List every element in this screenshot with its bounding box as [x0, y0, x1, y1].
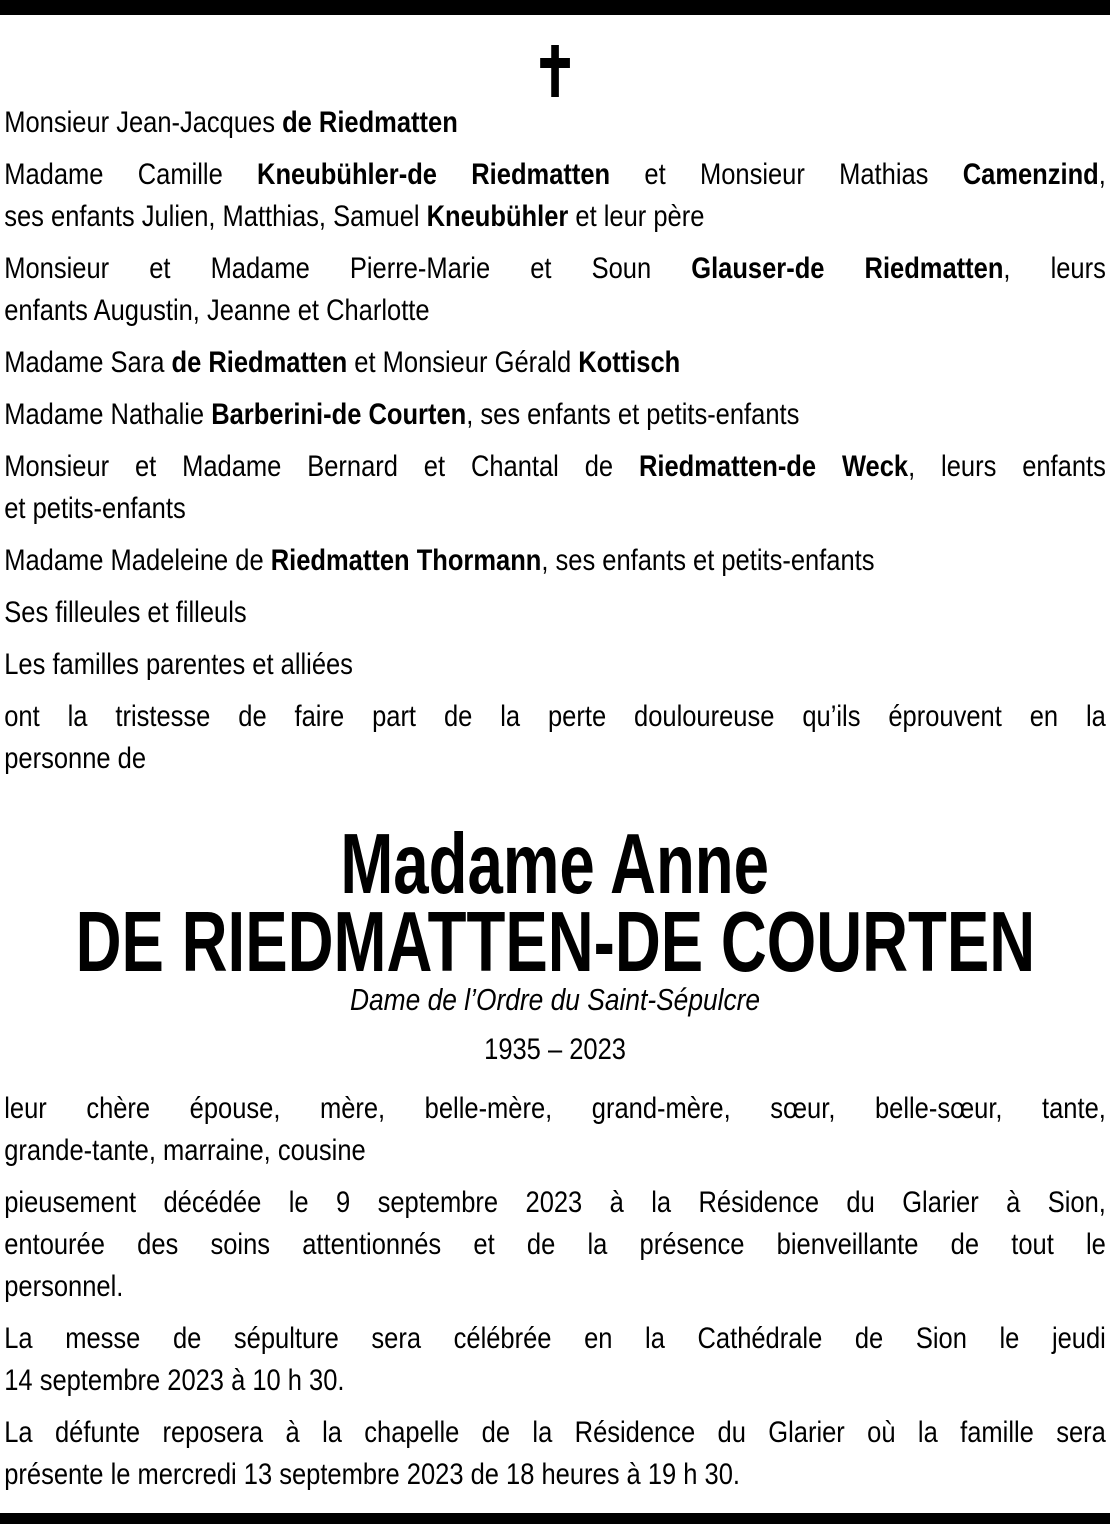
notice-text: ses enfants Julien, Matthias, Samuel: [4, 200, 427, 233]
bottom-border-rule: [0, 1513, 1110, 1524]
notice-line: [4, 154, 1106, 196]
notice-line: [4, 394, 1106, 436]
notice-line: [4, 1088, 1106, 1130]
deceased-distinction: Dame de l’Ordre du Saint-Sépulcre: [350, 982, 761, 1017]
notice-line: [4, 196, 1106, 238]
notice-paragraph: [4, 446, 1106, 530]
notice-paragraph: [4, 102, 1106, 144]
notice-text: , ses enfants et petits-enfants: [466, 398, 800, 431]
family-paragraphs: [4, 102, 1106, 780]
notice-line: [4, 1360, 1106, 1402]
notice-text: Madame Nathalie: [4, 398, 212, 431]
notice-line: [4, 1182, 1106, 1224]
notice-text: ont la tristesse de faire part de la perte douloureuse qu’ils éprouvent en la: [4, 700, 1106, 733]
name-bold-text: Kottisch: [578, 346, 681, 379]
notice-text: grande-tante, marraine, cousine: [4, 1134, 366, 1167]
notice-text: et petits-enfants: [4, 492, 186, 525]
deceased-title-block: [4, 817, 1106, 1070]
cross-row: [4, 45, 1106, 97]
notice-line: [4, 1412, 1106, 1454]
notice-text: , leurs: [1003, 252, 1106, 285]
notice-line: [4, 696, 1106, 738]
notice-paragraph: [4, 644, 1106, 686]
notice-line: [4, 540, 1106, 582]
notice-text: 14 septembre 2023 à 10 h 30.: [4, 1364, 345, 1397]
notice-paragraph: [4, 342, 1106, 384]
notice-line: [4, 102, 1106, 144]
deceased-name-line-2-text: DE RIEDMATTEN-DE COURTEN: [75, 895, 1035, 990]
name-bold-text: Riedmatten-de Weck: [638, 450, 909, 483]
notice-text: La messe de sépulture sera célébrée en la Cathédrale de Sion le jeudi: [4, 1322, 1106, 1355]
notice-text: La défunte reposera à la chapelle de la Résidence du Glarier où la famille sera: [4, 1416, 1106, 1449]
notice-text: et Monsieur Gérald: [347, 346, 579, 379]
name-bold-text: Camenzind: [962, 158, 1099, 191]
notice-paragraph: [4, 394, 1106, 436]
deceased-name-line-1-text: Madame Anne: [340, 817, 770, 912]
notice-line: [4, 592, 1106, 634]
name-bold-text: Riedmatten Thormann: [270, 544, 542, 577]
name-bold-text: Kneubühler: [426, 200, 569, 233]
notice-text: leur chère épouse, mère, belle-mère, grand-mère, sœur, belle-sœur, tante,: [4, 1092, 1106, 1125]
notice-paragraph: [4, 248, 1106, 332]
notice-paragraph: [4, 154, 1106, 238]
name-bold-text: de Riedmatten: [282, 106, 458, 139]
notice-paragraph: [4, 696, 1106, 780]
notice-text: enfants Augustin, Jeanne et Charlotte: [4, 294, 430, 327]
notice-text: personnel.: [4, 1270, 124, 1303]
notice-content: [0, 15, 1110, 1506]
notice-line: [4, 1266, 1106, 1308]
notice-text: entourée des soins attentionnés et de la présence bienveillante de tout le: [4, 1228, 1106, 1261]
deceased-name-line-1: [4, 817, 1106, 912]
notice-text: Les familles parentes et alliées: [4, 648, 353, 681]
name-bold-text: de Riedmatten: [171, 346, 348, 379]
notice-text: Madame Madeleine de: [4, 544, 271, 577]
notice-line: [4, 248, 1106, 290]
notice-paragraph: [4, 1318, 1106, 1402]
deceased-years: 1935 – 2023: [484, 1033, 626, 1066]
notice-line: [4, 644, 1106, 686]
notice-text: et Monsieur Mathias: [610, 158, 963, 191]
notice-text: personne de: [4, 742, 147, 775]
closing-paragraphs: [4, 1088, 1106, 1496]
deceased-name-line-2: [4, 895, 1106, 990]
notice-line: [4, 738, 1106, 780]
notice-text: Madame Camille: [4, 158, 258, 191]
cross-icon: [540, 45, 570, 97]
notice-paragraph: [4, 1088, 1106, 1172]
notice-text: ,: [1098, 158, 1106, 191]
notice-text: , leurs enfants: [908, 450, 1106, 483]
name-bold-text: Barberini-de Courten: [211, 398, 467, 431]
notice-text: pieusement décédée le 9 septembre 2023 à la Résidence du Glarier à Sion,: [4, 1186, 1106, 1219]
notice-line: [4, 1454, 1106, 1496]
notice-line: [4, 1130, 1106, 1172]
notice-text: et leur père: [568, 200, 705, 233]
notice-paragraph: [4, 592, 1106, 634]
notice-line: [4, 1318, 1106, 1360]
notice-line: [4, 342, 1106, 384]
notice-paragraph: [4, 1412, 1106, 1496]
notice-line: [4, 446, 1106, 488]
notice-text: présente le mercredi 13 septembre 2023 de 18 heures à 19 h 30.: [4, 1458, 740, 1491]
notice-text: Madame Sara: [4, 346, 172, 379]
notice-text: , ses enfants et petits-enfants: [541, 544, 875, 577]
notice-paragraph: [4, 540, 1106, 582]
name-bold-text: Kneubühler-de Riedmatten: [257, 158, 611, 191]
notice-text: Monsieur Jean-Jacques: [4, 106, 283, 139]
notice-text: Monsieur et Madame Bernard et Chantal de: [4, 450, 639, 483]
notice-text: Monsieur et Madame Pierre-Marie et Soun: [4, 252, 692, 285]
notice-text: Ses filleules et filleuls: [4, 596, 247, 629]
notice-line: [4, 488, 1106, 530]
notice-line: [4, 1224, 1106, 1266]
name-bold-text: Glauser-de Riedmatten: [691, 252, 1004, 285]
notice-line: [4, 290, 1106, 332]
top-border-rule: [0, 0, 1110, 15]
notice-paragraph: [4, 1182, 1106, 1308]
